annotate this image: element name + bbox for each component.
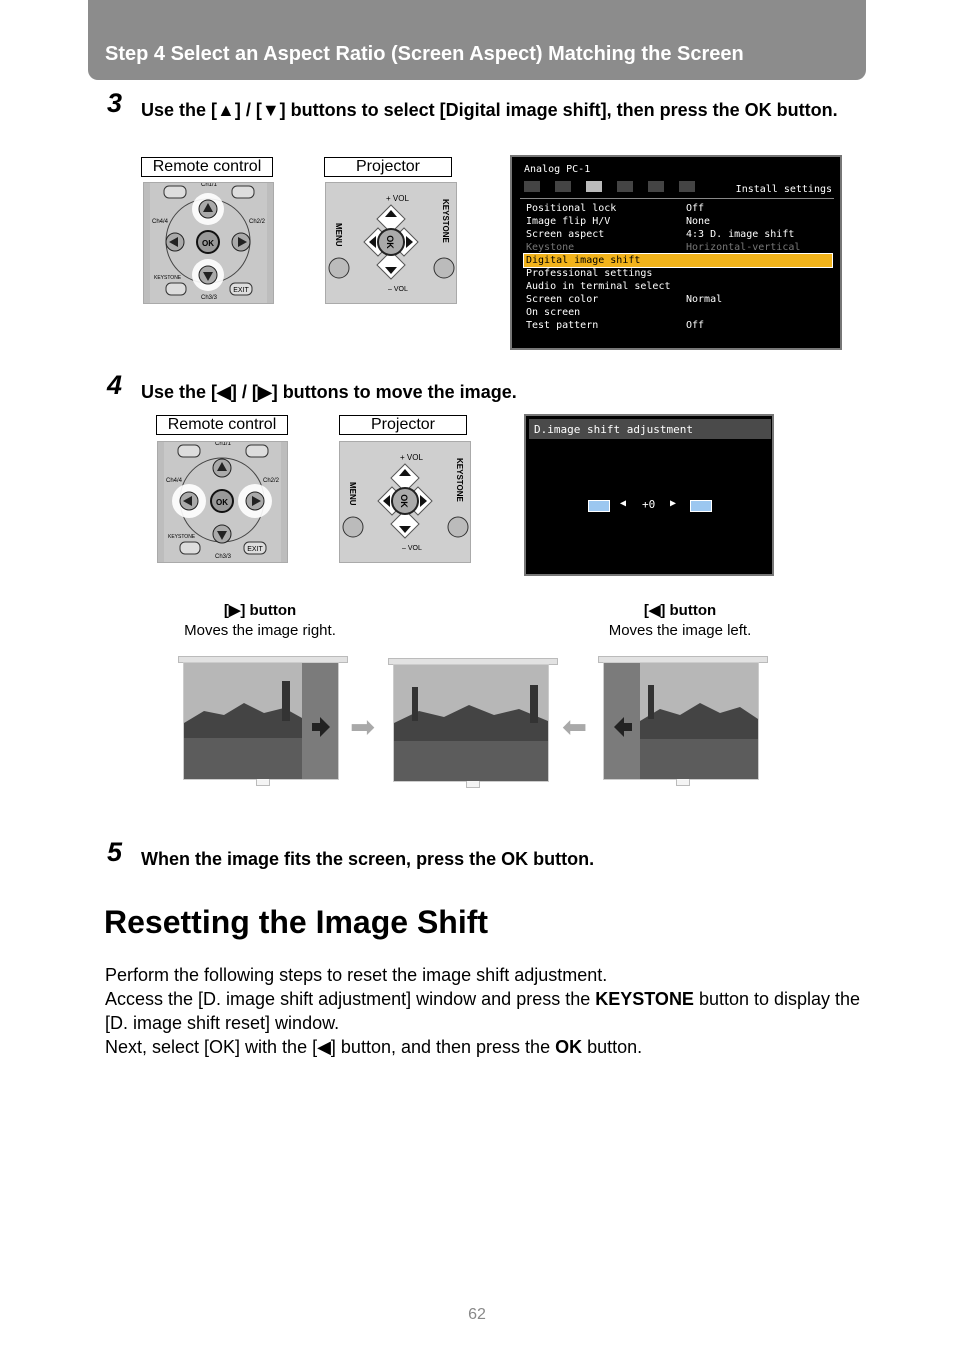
remote-ch4: Ch4/4 [166, 478, 183, 484]
osd-row[interactable]: Test pattern Off [526, 320, 705, 331]
shift-value: +0 [642, 498, 656, 511]
projector-vol-down: – VOL [402, 545, 422, 552]
arrow-left-icon: ◀ [620, 498, 627, 509]
projector-label-1: Projector [324, 157, 452, 177]
projector-ok-key[interactable]: OK [399, 494, 409, 508]
header-title: Step 4 Select an Aspect Ratio (Screen Aspect) Matching the Screen [105, 43, 744, 65]
arrow-left-icon: ⬅ [562, 711, 588, 744]
section-paragraph-3: Next, select [OK] with the [◀] button, and then press the OK button. [105, 1037, 643, 1057]
osd-tab-title: Install settings [735, 184, 832, 195]
section-paragraph-2: Access the [D. image shift adjustment] window and press the KEYSTONE button to display the [D. image shift reset] window. [105, 989, 861, 1033]
arrow-right-icon: ➡ [350, 711, 376, 744]
projector-keystone-label: KEYSTONE [441, 199, 450, 243]
osd-row-selected[interactable]: Digital image shift [524, 254, 832, 267]
projector-vol-down: – VOL [388, 286, 408, 293]
remote-control-image-2 [157, 441, 288, 563]
right-button-desc: Moves the image right. [184, 622, 336, 639]
remote-control-image-1 [143, 182, 274, 304]
projector-vol-up: + VOL [386, 194, 409, 203]
step-4-text: Use the [◀] / [▶] buttons to move the image. [141, 382, 517, 402]
osd-row: Keystone Horizontal-vertical [526, 242, 801, 253]
section-paragraph-1: Perform the following steps to reset the image shift adjustment. [105, 965, 608, 985]
remote-keystone: KEYSTONE [168, 534, 196, 540]
projector-vol-up: + VOL [400, 453, 423, 462]
left-button-desc: Moves the image left. [608, 622, 752, 639]
step-5-text: When the image fits the screen, press the OK button. [141, 849, 595, 869]
osd-row[interactable]: Screen aspect 4:3 D. image shift [526, 229, 795, 240]
page-number: 62 [468, 1306, 486, 1323]
projector-menu-label: MENU [334, 223, 343, 247]
osd-row[interactable]: Positional lock Off [526, 203, 705, 214]
projector-menu-label: MENU [348, 482, 357, 506]
remote-ch2: Ch2/2 [263, 478, 280, 484]
projector-ok-key[interactable]: OK [385, 235, 395, 249]
osd-adjust-screen [524, 414, 774, 576]
step-3-text: Use the [▲] / [▼] buttons to select [Digital image shift], then press the OK button. [141, 100, 838, 120]
projector-panel-image-2 [339, 441, 471, 563]
screen-shifted-left [598, 656, 766, 786]
remote-keystone: KEYSTONE [154, 275, 182, 281]
step-4-number: 4 [107, 370, 123, 400]
section-title: Resetting the Image Shift [104, 904, 489, 940]
osd-row[interactable]: On screen [526, 307, 581, 318]
screen-centered [388, 658, 556, 788]
remote-ch1: Ch1/1 [201, 183, 218, 188]
osd-menu-title: Analog PC-1 [524, 164, 591, 175]
screen-shifted-right [178, 656, 346, 786]
remote-ok-key[interactable]: OK [216, 498, 228, 507]
remote-ch4: Ch4/4 [152, 219, 169, 225]
ok-keyword: OK [555, 1037, 583, 1057]
arrow-right-icon: ▶ [670, 498, 677, 509]
remote-ch2: Ch2/2 [249, 219, 266, 225]
remote-exit-key[interactable]: EXIT [233, 287, 249, 294]
remote-ch3: Ch3/3 [201, 295, 218, 301]
shift-bar-left [588, 500, 610, 512]
remote-label-2: Remote control [156, 415, 288, 435]
osd-adjust-title: D.image shift adjustment [534, 423, 693, 436]
remote-ok-key[interactable]: OK [202, 239, 214, 248]
projector-label-2: Projector [339, 415, 467, 435]
step-3-number: 3 [107, 88, 123, 118]
remote-ch1: Ch1/1 [215, 442, 232, 447]
osd-row[interactable]: Audio in terminal select [526, 281, 671, 292]
remote-ch3: Ch3/3 [215, 554, 232, 560]
remote-label-1: Remote control [141, 157, 273, 177]
osd-menu-screen [510, 155, 842, 350]
projector-keystone-label: KEYSTONE [455, 458, 464, 502]
keystone-keyword: KEYSTONE [595, 989, 694, 1009]
osd-row[interactable]: Professional settings [526, 268, 653, 279]
right-button-caption: [▶] button [223, 602, 297, 619]
header-bar [88, 0, 866, 80]
osd-row[interactable]: Screen color Normal [526, 294, 723, 305]
osd-row[interactable]: Image flip H/V None [526, 216, 711, 227]
shift-bar-right [690, 500, 712, 512]
step-5-number: 5 [107, 837, 123, 867]
projector-panel-image-1 [325, 182, 457, 304]
remote-exit-key[interactable]: EXIT [247, 546, 263, 553]
left-button-caption: [◀] button [643, 602, 717, 619]
